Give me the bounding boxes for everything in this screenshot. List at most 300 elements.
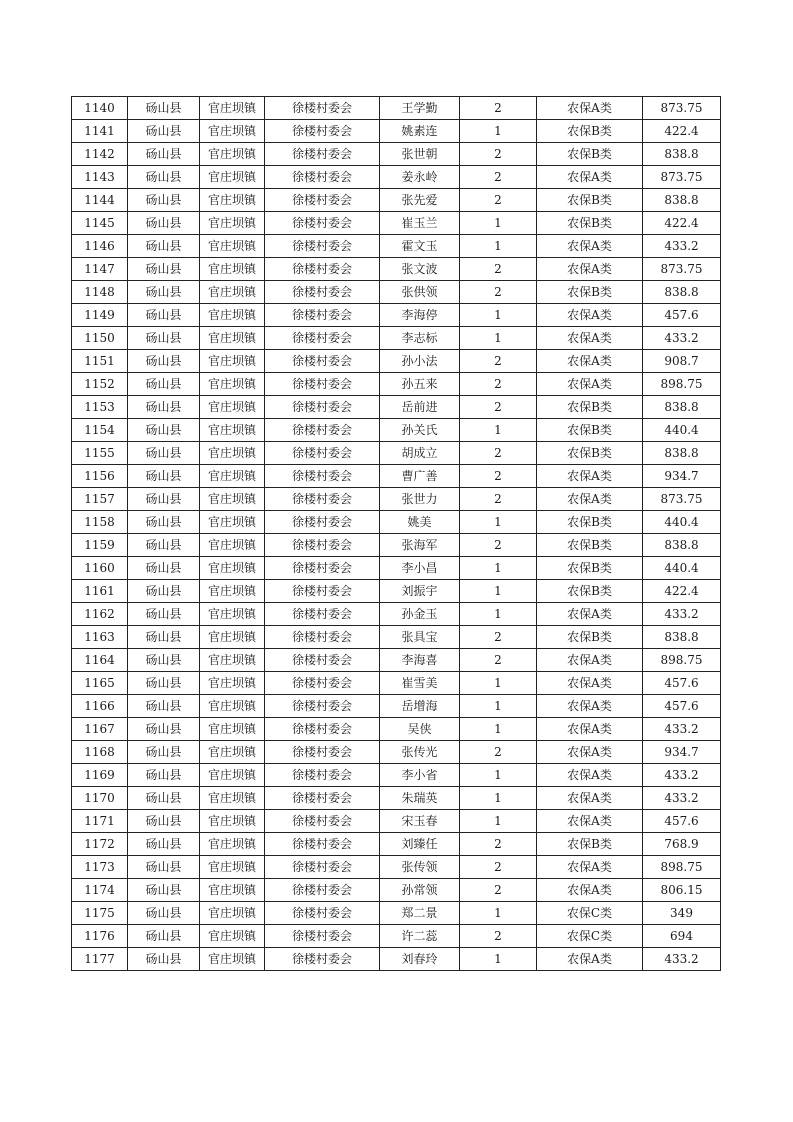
cell-village: 徐楼村委会 bbox=[265, 787, 380, 810]
cell-category: 农保A类 bbox=[537, 718, 643, 741]
cell-household-size: 1 bbox=[460, 511, 537, 534]
cell-index: 1158 bbox=[72, 511, 128, 534]
cell-household-size: 1 bbox=[460, 902, 537, 925]
cell-household-size: 2 bbox=[460, 465, 537, 488]
cell-amount: 838.8 bbox=[643, 281, 721, 304]
cell-name: 张传领 bbox=[380, 856, 460, 879]
cell-county: 砀山县 bbox=[128, 856, 200, 879]
cell-town: 官庄坝镇 bbox=[200, 856, 265, 879]
cell-household-size: 2 bbox=[460, 925, 537, 948]
roster-table bbox=[71, 96, 721, 971]
cell-town: 官庄坝镇 bbox=[200, 925, 265, 948]
cell-amount: 898.75 bbox=[643, 856, 721, 879]
cell-household-size: 2 bbox=[460, 143, 537, 166]
cell-county: 砀山县 bbox=[128, 373, 200, 396]
cell-name: 孙小法 bbox=[380, 350, 460, 373]
table-row bbox=[72, 902, 721, 925]
cell-town: 官庄坝镇 bbox=[200, 488, 265, 511]
cell-name: 刘振宇 bbox=[380, 580, 460, 603]
table-row bbox=[72, 580, 721, 603]
cell-index: 1156 bbox=[72, 465, 128, 488]
cell-county: 砀山县 bbox=[128, 672, 200, 695]
cell-index: 1147 bbox=[72, 258, 128, 281]
cell-household-size: 2 bbox=[460, 741, 537, 764]
cell-town: 官庄坝镇 bbox=[200, 741, 265, 764]
cell-household-size: 1 bbox=[460, 603, 537, 626]
cell-village: 徐楼村委会 bbox=[265, 350, 380, 373]
cell-amount: 440.4 bbox=[643, 557, 721, 580]
cell-amount: 838.8 bbox=[643, 534, 721, 557]
cell-town: 官庄坝镇 bbox=[200, 465, 265, 488]
cell-town: 官庄坝镇 bbox=[200, 557, 265, 580]
table-row bbox=[72, 350, 721, 373]
cell-household-size: 1 bbox=[460, 810, 537, 833]
cell-category: 农保B类 bbox=[537, 120, 643, 143]
cell-name: 崔雪美 bbox=[380, 672, 460, 695]
cell-category: 农保A类 bbox=[537, 764, 643, 787]
cell-county: 砀山县 bbox=[128, 189, 200, 212]
cell-household-size: 1 bbox=[460, 787, 537, 810]
table-row bbox=[72, 97, 721, 120]
table-row bbox=[72, 764, 721, 787]
cell-index: 1166 bbox=[72, 695, 128, 718]
cell-town: 官庄坝镇 bbox=[200, 511, 265, 534]
cell-name: 孙五来 bbox=[380, 373, 460, 396]
cell-household-size: 2 bbox=[460, 396, 537, 419]
cell-amount: 838.8 bbox=[643, 626, 721, 649]
cell-name: 张海军 bbox=[380, 534, 460, 557]
cell-index: 1177 bbox=[72, 948, 128, 971]
cell-county: 砀山县 bbox=[128, 603, 200, 626]
cell-index: 1145 bbox=[72, 212, 128, 235]
cell-category: 农保A类 bbox=[537, 465, 643, 488]
cell-category: 农保B类 bbox=[537, 143, 643, 166]
cell-village: 徐楼村委会 bbox=[265, 948, 380, 971]
table-row bbox=[72, 396, 721, 419]
cell-name: 朱瑞英 bbox=[380, 787, 460, 810]
cell-village: 徐楼村委会 bbox=[265, 212, 380, 235]
cell-category: 农保A类 bbox=[537, 787, 643, 810]
cell-county: 砀山县 bbox=[128, 557, 200, 580]
cell-amount: 457.6 bbox=[643, 304, 721, 327]
cell-name: 孙金玉 bbox=[380, 603, 460, 626]
cell-household-size: 1 bbox=[460, 672, 537, 695]
cell-amount: 873.75 bbox=[643, 166, 721, 189]
cell-index: 1162 bbox=[72, 603, 128, 626]
cell-category: 农保B类 bbox=[537, 626, 643, 649]
cell-amount: 422.4 bbox=[643, 212, 721, 235]
cell-name: 王学勤 bbox=[380, 97, 460, 120]
cell-town: 官庄坝镇 bbox=[200, 718, 265, 741]
cell-county: 砀山县 bbox=[128, 258, 200, 281]
cell-category: 农保A类 bbox=[537, 672, 643, 695]
cell-village: 徐楼村委会 bbox=[265, 626, 380, 649]
cell-town: 官庄坝镇 bbox=[200, 258, 265, 281]
cell-county: 砀山县 bbox=[128, 235, 200, 258]
cell-household-size: 2 bbox=[460, 488, 537, 511]
cell-town: 官庄坝镇 bbox=[200, 603, 265, 626]
cell-village: 徐楼村委会 bbox=[265, 304, 380, 327]
cell-amount: 433.2 bbox=[643, 718, 721, 741]
cell-town: 官庄坝镇 bbox=[200, 235, 265, 258]
cell-index: 1167 bbox=[72, 718, 128, 741]
cell-county: 砀山县 bbox=[128, 97, 200, 120]
cell-village: 徐楼村委会 bbox=[265, 741, 380, 764]
cell-amount: 838.8 bbox=[643, 442, 721, 465]
cell-index: 1150 bbox=[72, 327, 128, 350]
cell-village: 徐楼村委会 bbox=[265, 856, 380, 879]
cell-amount: 898.75 bbox=[643, 649, 721, 672]
cell-index: 1165 bbox=[72, 672, 128, 695]
table-row bbox=[72, 465, 721, 488]
cell-household-size: 2 bbox=[460, 350, 537, 373]
table-row bbox=[72, 695, 721, 718]
cell-town: 官庄坝镇 bbox=[200, 281, 265, 304]
table-row bbox=[72, 419, 721, 442]
table-row bbox=[72, 787, 721, 810]
cell-name: 崔玉兰 bbox=[380, 212, 460, 235]
cell-household-size: 2 bbox=[460, 534, 537, 557]
table-row bbox=[72, 603, 721, 626]
cell-index: 1160 bbox=[72, 557, 128, 580]
cell-name: 刘臻任 bbox=[380, 833, 460, 856]
cell-name: 姚美 bbox=[380, 511, 460, 534]
table-row bbox=[72, 166, 721, 189]
cell-index: 1176 bbox=[72, 925, 128, 948]
cell-amount: 422.4 bbox=[643, 120, 721, 143]
cell-household-size: 1 bbox=[460, 212, 537, 235]
cell-index: 1170 bbox=[72, 787, 128, 810]
cell-county: 砀山县 bbox=[128, 810, 200, 833]
cell-name: 吴侠 bbox=[380, 718, 460, 741]
cell-town: 官庄坝镇 bbox=[200, 327, 265, 350]
cell-name: 胡成立 bbox=[380, 442, 460, 465]
cell-county: 砀山县 bbox=[128, 143, 200, 166]
cell-amount: 873.75 bbox=[643, 258, 721, 281]
cell-category: 农保A类 bbox=[537, 258, 643, 281]
cell-county: 砀山县 bbox=[128, 419, 200, 442]
cell-name: 岳增海 bbox=[380, 695, 460, 718]
cell-county: 砀山县 bbox=[128, 902, 200, 925]
table-row bbox=[72, 718, 721, 741]
cell-town: 官庄坝镇 bbox=[200, 948, 265, 971]
cell-amount: 838.8 bbox=[643, 143, 721, 166]
table-row bbox=[72, 741, 721, 764]
cell-household-size: 2 bbox=[460, 189, 537, 212]
cell-category: 农保A类 bbox=[537, 948, 643, 971]
cell-town: 官庄坝镇 bbox=[200, 143, 265, 166]
table-row bbox=[72, 948, 721, 971]
cell-household-size: 1 bbox=[460, 327, 537, 350]
cell-household-size: 1 bbox=[460, 580, 537, 603]
cell-village: 徐楼村委会 bbox=[265, 672, 380, 695]
cell-household-size: 2 bbox=[460, 856, 537, 879]
cell-name: 孙常领 bbox=[380, 879, 460, 902]
cell-town: 官庄坝镇 bbox=[200, 189, 265, 212]
cell-index: 1161 bbox=[72, 580, 128, 603]
cell-category: 农保A类 bbox=[537, 304, 643, 327]
cell-category: 农保C类 bbox=[537, 902, 643, 925]
cell-index: 1157 bbox=[72, 488, 128, 511]
cell-village: 徐楼村委会 bbox=[265, 764, 380, 787]
cell-village: 徐楼村委会 bbox=[265, 465, 380, 488]
cell-index: 1149 bbox=[72, 304, 128, 327]
cell-index: 1171 bbox=[72, 810, 128, 833]
table-row bbox=[72, 373, 721, 396]
cell-category: 农保A类 bbox=[537, 603, 643, 626]
cell-amount: 433.2 bbox=[643, 787, 721, 810]
cell-index: 1159 bbox=[72, 534, 128, 557]
cell-county: 砀山县 bbox=[128, 833, 200, 856]
table-row bbox=[72, 120, 721, 143]
cell-name: 张具宝 bbox=[380, 626, 460, 649]
cell-amount: 694 bbox=[643, 925, 721, 948]
cell-county: 砀山县 bbox=[128, 695, 200, 718]
cell-county: 砀山县 bbox=[128, 511, 200, 534]
cell-amount: 433.2 bbox=[643, 948, 721, 971]
cell-index: 1163 bbox=[72, 626, 128, 649]
cell-town: 官庄坝镇 bbox=[200, 534, 265, 557]
cell-village: 徐楼村委会 bbox=[265, 718, 380, 741]
cell-amount: 934.7 bbox=[643, 465, 721, 488]
cell-amount: 457.6 bbox=[643, 672, 721, 695]
cell-town: 官庄坝镇 bbox=[200, 419, 265, 442]
cell-town: 官庄坝镇 bbox=[200, 764, 265, 787]
cell-amount: 898.75 bbox=[643, 373, 721, 396]
cell-name: 李海停 bbox=[380, 304, 460, 327]
cell-name: 李志标 bbox=[380, 327, 460, 350]
table-row bbox=[72, 833, 721, 856]
cell-amount: 768.9 bbox=[643, 833, 721, 856]
cell-household-size: 1 bbox=[460, 235, 537, 258]
cell-name: 张世力 bbox=[380, 488, 460, 511]
cell-category: 农保B类 bbox=[537, 442, 643, 465]
cell-village: 徐楼村委会 bbox=[265, 258, 380, 281]
cell-village: 徐楼村委会 bbox=[265, 649, 380, 672]
cell-county: 砀山县 bbox=[128, 879, 200, 902]
cell-village: 徐楼村委会 bbox=[265, 580, 380, 603]
cell-index: 1141 bbox=[72, 120, 128, 143]
cell-village: 徐楼村委会 bbox=[265, 511, 380, 534]
cell-town: 官庄坝镇 bbox=[200, 787, 265, 810]
cell-village: 徐楼村委会 bbox=[265, 373, 380, 396]
cell-name: 张世朝 bbox=[380, 143, 460, 166]
cell-village: 徐楼村委会 bbox=[265, 189, 380, 212]
cell-name: 孙关氏 bbox=[380, 419, 460, 442]
cell-village: 徐楼村委会 bbox=[265, 534, 380, 557]
cell-county: 砀山县 bbox=[128, 442, 200, 465]
cell-amount: 873.75 bbox=[643, 97, 721, 120]
cell-village: 徐楼村委会 bbox=[265, 281, 380, 304]
table-row bbox=[72, 189, 721, 212]
cell-amount: 433.2 bbox=[643, 235, 721, 258]
cell-household-size: 1 bbox=[460, 718, 537, 741]
cell-village: 徐楼村委会 bbox=[265, 603, 380, 626]
cell-county: 砀山县 bbox=[128, 488, 200, 511]
cell-name: 霍文玉 bbox=[380, 235, 460, 258]
cell-town: 官庄坝镇 bbox=[200, 672, 265, 695]
table-row bbox=[72, 879, 721, 902]
table-row bbox=[72, 281, 721, 304]
cell-village: 徐楼村委会 bbox=[265, 695, 380, 718]
cell-town: 官庄坝镇 bbox=[200, 212, 265, 235]
cell-town: 官庄坝镇 bbox=[200, 902, 265, 925]
cell-county: 砀山县 bbox=[128, 166, 200, 189]
cell-village: 徐楼村委会 bbox=[265, 902, 380, 925]
cell-category: 农保A类 bbox=[537, 373, 643, 396]
cell-town: 官庄坝镇 bbox=[200, 649, 265, 672]
cell-category: 农保B类 bbox=[537, 833, 643, 856]
cell-village: 徐楼村委会 bbox=[265, 488, 380, 511]
cell-amount: 349 bbox=[643, 902, 721, 925]
table-row bbox=[72, 626, 721, 649]
table-row bbox=[72, 327, 721, 350]
table-row bbox=[72, 557, 721, 580]
cell-index: 1154 bbox=[72, 419, 128, 442]
cell-category: 农保A类 bbox=[537, 327, 643, 350]
cell-town: 官庄坝镇 bbox=[200, 350, 265, 373]
cell-category: 农保C类 bbox=[537, 925, 643, 948]
cell-county: 砀山县 bbox=[128, 718, 200, 741]
cell-town: 官庄坝镇 bbox=[200, 626, 265, 649]
cell-village: 徐楼村委会 bbox=[265, 97, 380, 120]
cell-name: 岳前进 bbox=[380, 396, 460, 419]
cell-household-size: 2 bbox=[460, 879, 537, 902]
cell-index: 1140 bbox=[72, 97, 128, 120]
roster-table-body bbox=[72, 97, 721, 971]
cell-category: 农保B类 bbox=[537, 580, 643, 603]
cell-household-size: 2 bbox=[460, 97, 537, 120]
cell-category: 农保A类 bbox=[537, 856, 643, 879]
cell-name: 刘春玲 bbox=[380, 948, 460, 971]
table-row bbox=[72, 235, 721, 258]
table-row bbox=[72, 856, 721, 879]
cell-county: 砀山县 bbox=[128, 649, 200, 672]
cell-town: 官庄坝镇 bbox=[200, 166, 265, 189]
cell-household-size: 1 bbox=[460, 304, 537, 327]
table-row bbox=[72, 511, 721, 534]
cell-county: 砀山县 bbox=[128, 741, 200, 764]
table-row bbox=[72, 488, 721, 511]
cell-amount: 838.8 bbox=[643, 396, 721, 419]
cell-household-size: 1 bbox=[460, 695, 537, 718]
cell-name: 郑二景 bbox=[380, 902, 460, 925]
cell-category: 农保B类 bbox=[537, 396, 643, 419]
cell-index: 1153 bbox=[72, 396, 128, 419]
cell-category: 农保A类 bbox=[537, 350, 643, 373]
cell-amount: 440.4 bbox=[643, 511, 721, 534]
cell-name: 张先爱 bbox=[380, 189, 460, 212]
cell-amount: 873.75 bbox=[643, 488, 721, 511]
cell-county: 砀山县 bbox=[128, 580, 200, 603]
cell-county: 砀山县 bbox=[128, 350, 200, 373]
cell-amount: 433.2 bbox=[643, 764, 721, 787]
table-row bbox=[72, 534, 721, 557]
cell-household-size: 2 bbox=[460, 166, 537, 189]
cell-index: 1152 bbox=[72, 373, 128, 396]
cell-category: 农保A类 bbox=[537, 488, 643, 511]
cell-category: 农保A类 bbox=[537, 695, 643, 718]
cell-county: 砀山县 bbox=[128, 764, 200, 787]
cell-amount: 422.4 bbox=[643, 580, 721, 603]
cell-village: 徐楼村委会 bbox=[265, 396, 380, 419]
cell-name: 姜永岭 bbox=[380, 166, 460, 189]
cell-category: 农保B类 bbox=[537, 534, 643, 557]
cell-name: 李海喜 bbox=[380, 649, 460, 672]
cell-name: 张供领 bbox=[380, 281, 460, 304]
cell-category: 农保A类 bbox=[537, 741, 643, 764]
cell-index: 1169 bbox=[72, 764, 128, 787]
cell-town: 官庄坝镇 bbox=[200, 833, 265, 856]
cell-household-size: 2 bbox=[460, 258, 537, 281]
cell-town: 官庄坝镇 bbox=[200, 695, 265, 718]
cell-category: 农保A类 bbox=[537, 166, 643, 189]
cell-household-size: 1 bbox=[460, 948, 537, 971]
cell-town: 官庄坝镇 bbox=[200, 304, 265, 327]
cell-name: 张传光 bbox=[380, 741, 460, 764]
cell-amount: 440.4 bbox=[643, 419, 721, 442]
table-row bbox=[72, 442, 721, 465]
cell-category: 农保B类 bbox=[537, 189, 643, 212]
table-row bbox=[72, 304, 721, 327]
cell-amount: 806.15 bbox=[643, 879, 721, 902]
cell-county: 砀山县 bbox=[128, 948, 200, 971]
cell-name: 许二蕊 bbox=[380, 925, 460, 948]
table-row bbox=[72, 925, 721, 948]
cell-county: 砀山县 bbox=[128, 327, 200, 350]
cell-household-size: 2 bbox=[460, 281, 537, 304]
cell-category: 农保A类 bbox=[537, 879, 643, 902]
cell-index: 1148 bbox=[72, 281, 128, 304]
cell-village: 徐楼村委会 bbox=[265, 120, 380, 143]
cell-category: 农保A类 bbox=[537, 97, 643, 120]
table-row bbox=[72, 672, 721, 695]
cell-name: 张文波 bbox=[380, 258, 460, 281]
cell-category: 农保B类 bbox=[537, 212, 643, 235]
cell-town: 官庄坝镇 bbox=[200, 879, 265, 902]
table-row bbox=[72, 649, 721, 672]
cell-amount: 934.7 bbox=[643, 741, 721, 764]
cell-name: 李小省 bbox=[380, 764, 460, 787]
cell-county: 砀山县 bbox=[128, 281, 200, 304]
cell-category: 农保A类 bbox=[537, 810, 643, 833]
cell-town: 官庄坝镇 bbox=[200, 810, 265, 833]
cell-index: 1146 bbox=[72, 235, 128, 258]
cell-index: 1164 bbox=[72, 649, 128, 672]
cell-amount: 457.6 bbox=[643, 695, 721, 718]
cell-name: 曹广善 bbox=[380, 465, 460, 488]
cell-county: 砀山县 bbox=[128, 787, 200, 810]
cell-village: 徐楼村委会 bbox=[265, 143, 380, 166]
cell-household-size: 1 bbox=[460, 419, 537, 442]
cell-amount: 908.7 bbox=[643, 350, 721, 373]
cell-household-size: 2 bbox=[460, 442, 537, 465]
cell-town: 官庄坝镇 bbox=[200, 442, 265, 465]
cell-household-size: 2 bbox=[460, 833, 537, 856]
cell-index: 1155 bbox=[72, 442, 128, 465]
cell-name: 姚素连 bbox=[380, 120, 460, 143]
cell-category: 农保B类 bbox=[537, 511, 643, 534]
cell-index: 1173 bbox=[72, 856, 128, 879]
cell-village: 徐楼村委会 bbox=[265, 419, 380, 442]
cell-county: 砀山县 bbox=[128, 120, 200, 143]
cell-category: 农保B类 bbox=[537, 419, 643, 442]
cell-name: 李小昌 bbox=[380, 557, 460, 580]
cell-household-size: 2 bbox=[460, 373, 537, 396]
cell-index: 1172 bbox=[72, 833, 128, 856]
table-row bbox=[72, 258, 721, 281]
cell-index: 1143 bbox=[72, 166, 128, 189]
